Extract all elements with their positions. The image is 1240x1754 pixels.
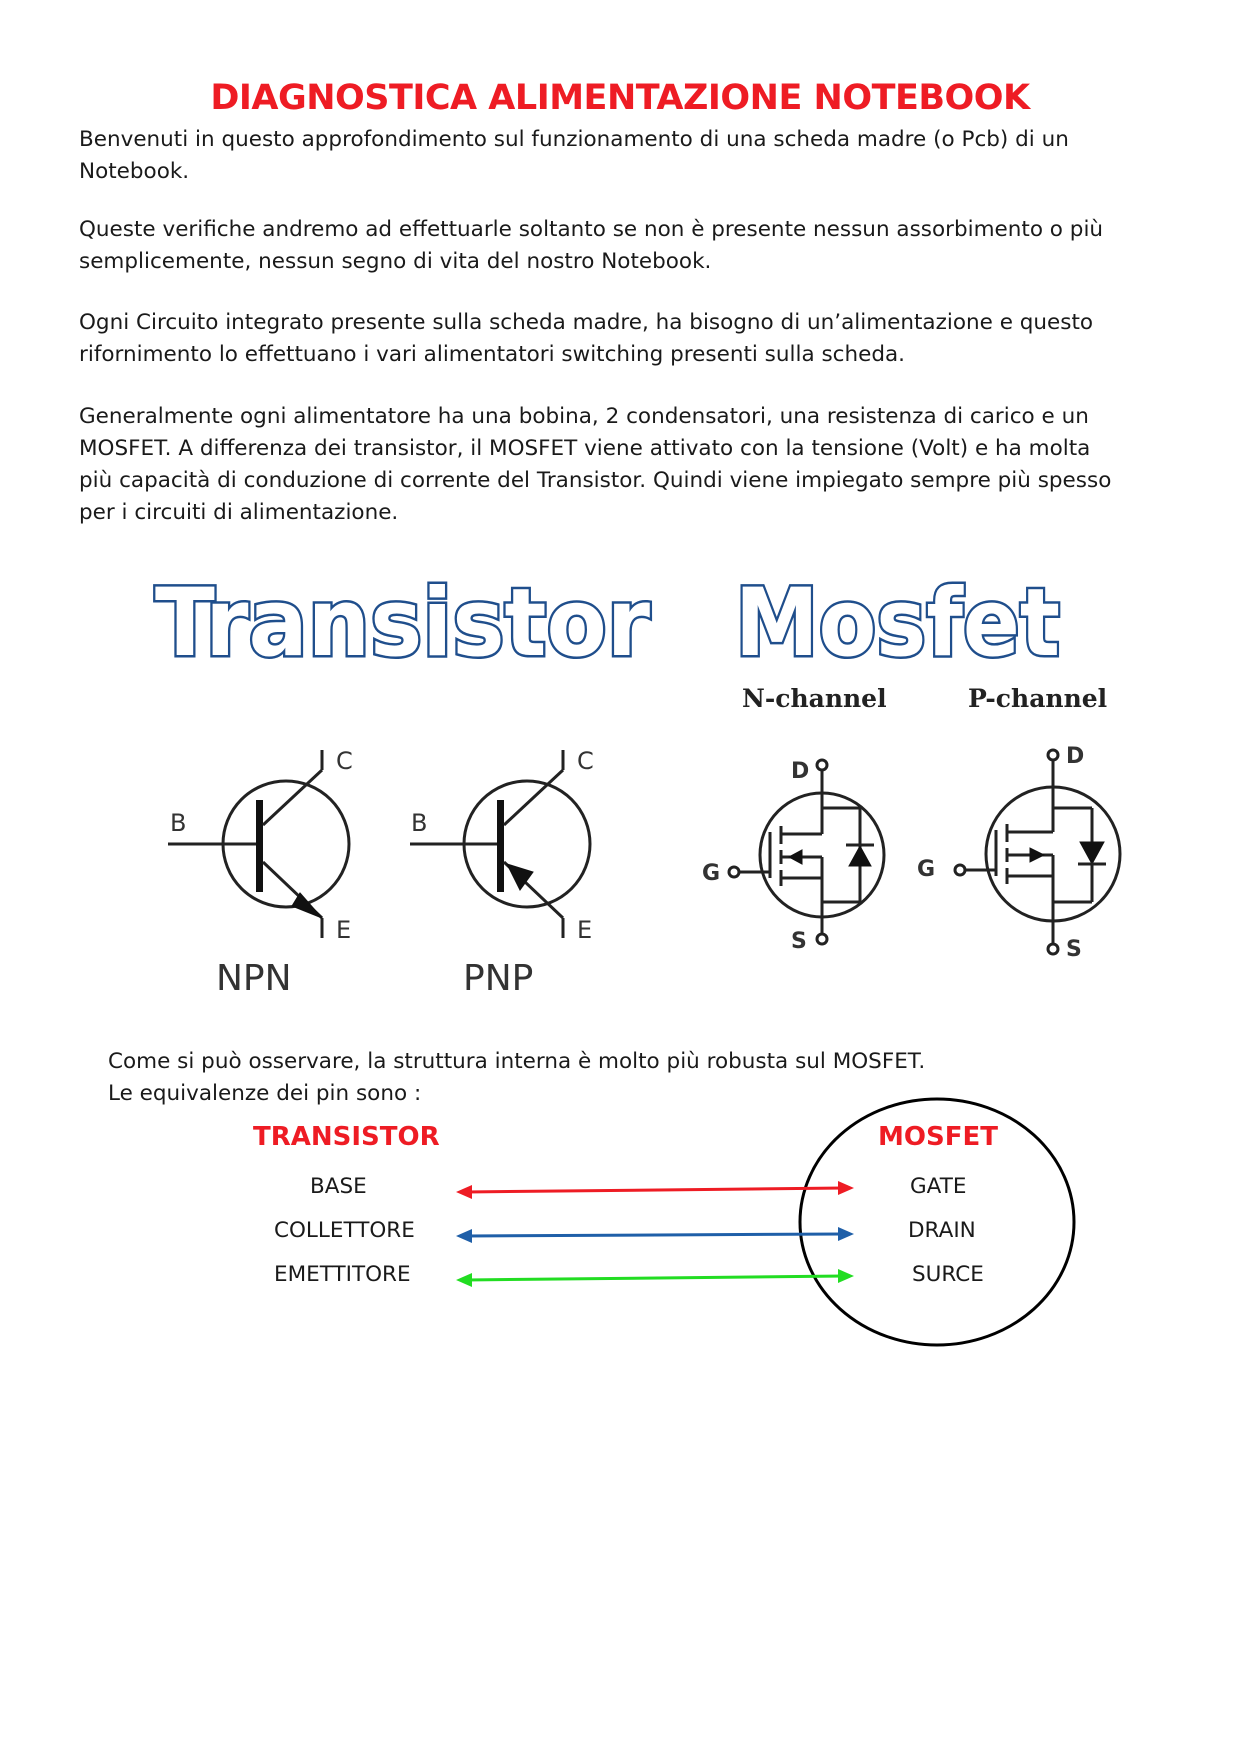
document-title: DIAGNOSTICA ALIMENTAZIONE NOTEBOOK [210,78,1030,118]
paragraph-integrated-circuits: Ogni Circuito integrato presente sulla scheda madre, ha bisogno di un’alimentazione e questo rifornimento lo effettuano i vari alimentatori switching presenti sulla scheda. [79,310,1094,367]
pnp-symbol [410,750,590,938]
p-mosfet-pin-s: S [1066,937,1082,962]
paragraph-verifications: Queste verifiche andremo ad effettuarle soltanto se non è presente nessun assorbimento o più semplicemente, nessun segno di vita del nostro Notebook. [79,217,1104,274]
pnp-label: PNP [463,958,534,999]
p-channel-mosfet-symbol [955,750,1120,954]
transistor-pin-emettitore: EMETTITORE [274,1262,411,1287]
mosfet-heading: Mosfet [735,569,1060,678]
pnp-pin-c: C [577,747,594,775]
pin-equivalence-intro: Le equivalenze dei pin sono : [108,1081,422,1106]
pnp-pin-e: E [577,916,593,944]
n-channel-label: N-channel [742,684,887,713]
arrow-base-gate [456,1181,854,1199]
arrow-emettitore-surce [456,1269,854,1287]
observation-text: Come si può osservare, la struttura interna è molto più robusta sul MOSFET. [108,1049,926,1074]
transistor-column-header: TRANSISTOR [253,1122,440,1152]
npn-symbol [168,750,349,938]
transistor-pin-collettore: COLLETTORE [274,1218,415,1243]
transistor-heading: Transistor [155,569,651,678]
mosfet-pin-gate: GATE [910,1174,967,1199]
pnp-pin-b: B [411,809,428,837]
npn-pin-c: C [336,747,353,775]
mosfet-column-header: MOSFET [878,1122,998,1152]
paragraph-power-supplies: Generalmente ogni alimentatore ha una bobina, 2 condensatori, una resistenza di carico e un MOSFET. A differenza dei transistor, il MOSFET viene attivato con la tensione (Volt) e ha molta più capacità di conduzione di corrente del Transistor. Quindi viene impiegato sempre più spesso per i circuiti di alimentazione. [79,404,1112,525]
mosfet-pin-surce: SURCE [912,1262,984,1287]
npn-pin-b: B [170,809,187,837]
p-mosfet-pin-d: D [1066,744,1085,769]
npn-pin-e: E [336,916,352,944]
n-mosfet-pin-s: S [791,929,807,954]
mosfet-pin-drain: DRAIN [908,1218,976,1243]
transistor-pin-base: BASE [310,1174,367,1199]
npn-label: NPN [216,958,292,999]
p-channel-label: P-channel [968,684,1108,713]
p-mosfet-pin-g: G [917,857,936,882]
n-channel-mosfet-symbol [729,760,884,944]
n-mosfet-pin-g: G [702,861,721,886]
paragraph-intro: Benvenuti in questo approfondimento sul funzionamento di una scheda madre (o Pcb) di un Notebook. [79,127,1069,184]
n-mosfet-pin-d: D [791,759,810,784]
arrow-collettore-drain [456,1227,854,1243]
